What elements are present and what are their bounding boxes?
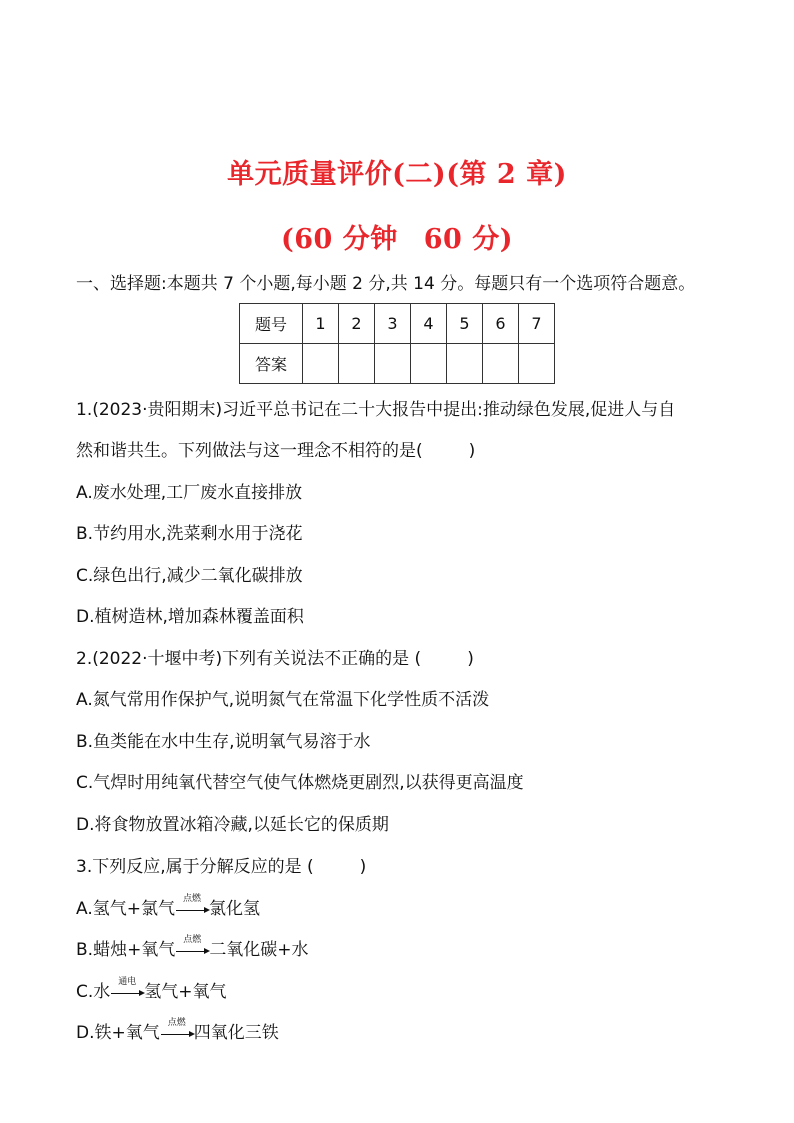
products: 氯化氢 [208,899,260,919]
table-header-number: 题号 [240,304,303,344]
reaction-condition: 点燃 [182,894,201,904]
question-number-cell: 5 [447,304,483,344]
reaction-condition: 点燃 [183,935,202,945]
q1-stem-line1: 1.(2023·贵阳期末)习近平总书记在二十大报告中提出:推动绿色发展,促进人与自 [76,400,676,420]
q3-stem [76,855,366,879]
answer-table [239,303,555,384]
question-number-cell: 2 [339,304,375,344]
reactants: C.水 [76,982,111,1002]
q2-close-paren: ) [467,649,474,669]
exam-score: 60 分) [423,224,513,255]
q1-option-d: D.植树造林,增加森林覆盖面积 [76,607,304,627]
answer-cell[interactable] [375,344,411,384]
arrow-icon [176,951,206,952]
arrow-icon [161,1034,191,1035]
reaction-condition: 通电 [118,977,137,987]
products: 二氧化碳+水 [209,940,309,960]
reaction-arrow [160,1018,194,1045]
exam-time-score [0,217,794,256]
q3-option-d [76,1018,279,1045]
answer-table-number-row [240,304,555,344]
q2-option-d: D.将食物放置冰箱冷藏,以延长它的保质期 [76,815,389,835]
reactants: A.氢气+氯气 [76,899,175,919]
arrow-icon [176,910,206,911]
answer-cell[interactable] [339,344,375,384]
question-number-cell: 4 [411,304,447,344]
table-header-answer: 答案 [240,344,303,384]
answer-cell[interactable] [447,344,483,384]
reaction-arrow [110,977,144,1004]
q3-stem-text: 3.下列反应,属于分解反应的是 ( [76,857,314,877]
reaction-arrow [175,935,209,962]
answer-table-answer-row [240,344,555,384]
question-number-cell: 3 [375,304,411,344]
q2-option-c: C.气焊时用纯氧代替空气使气体燃烧更剧烈,以获得更高温度 [76,773,524,793]
answer-cell[interactable] [303,344,339,384]
q1-stem-line2 [76,439,475,463]
q3-option-b [76,935,309,962]
products: 四氧化三铁 [193,1023,279,1043]
q1-close-paren: ) [468,441,476,461]
reaction-arrow [175,894,209,921]
reaction-condition: 点燃 [167,1018,186,1028]
question-number-cell: 1 [303,304,339,344]
answer-cell[interactable] [483,344,519,384]
answer-cell[interactable] [519,344,555,384]
question-number-cell: 6 [483,304,519,344]
question-number-cell: 7 [519,304,555,344]
q3-option-a [76,894,260,921]
products: 氢气+氧气 [144,982,227,1002]
arrow-icon [111,993,141,994]
page-title: 单元质量评价(二)(第 2 章) [227,159,567,190]
q1-option-c: C.绿色出行,减少二氧化碳排放 [76,566,303,586]
q2-stem-text: 2.(2022·十堰中考)下列有关说法不正确的是 ( [76,649,422,669]
q3-option-c [76,977,227,1004]
q1-option-b: B.节约用水,洗菜剩水用于浇花 [76,524,303,544]
answer-cell[interactable] [411,344,447,384]
q2-stem [76,647,474,671]
exam-time: (60 分钟 [281,224,398,255]
section-heading: 一、选择题:本题共 7 个小题,每小题 2 分,共 14 分。每题只有一个选项符合题意。 [76,274,696,294]
reactants: D.铁+氧气 [76,1023,160,1043]
q2-option-b: B.鱼类能在水中生存,说明氧气易溶于水 [76,732,371,752]
q3-close-paren: ) [359,857,367,877]
reactants: B.蜡烛+氧气 [76,940,176,960]
q1-option-a: A.废水处理,工厂废水直接排放 [76,483,303,503]
q1-stem-text: 然和谐共生。下列做法与这一理念不相符的是( [76,441,423,461]
q2-option-a: A.氮气常用作保护气,说明氮气在常温下化学性质不活泼 [76,690,490,710]
